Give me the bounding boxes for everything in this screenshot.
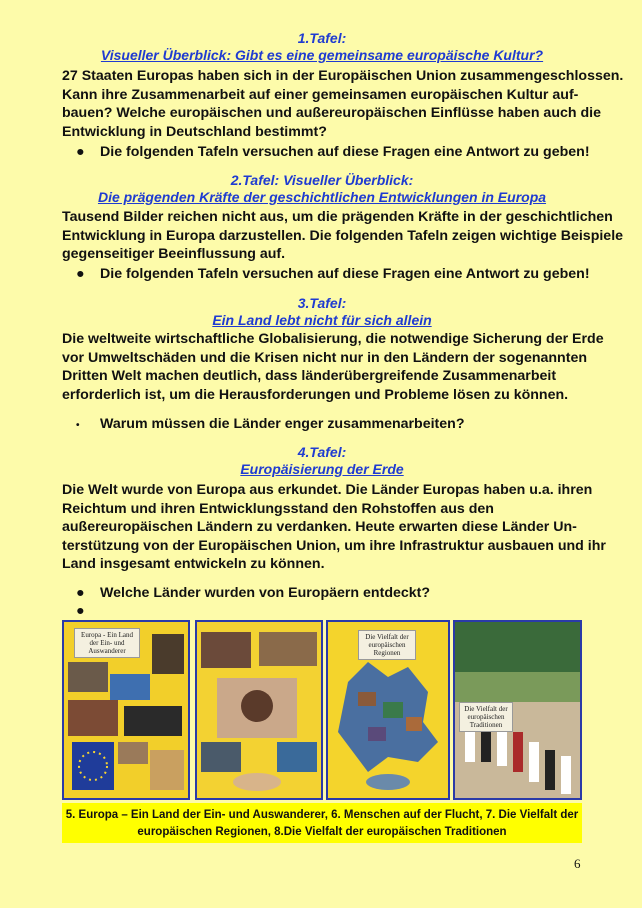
section-1-line: 27 Staaten Europas haben sich in der Europäischen Union zusammengeschlossen.: [62, 68, 624, 84]
collage-6-graphic: [197, 622, 321, 798]
small-bullet-dot-icon: •: [76, 420, 80, 431]
gallery-caption: [62, 803, 582, 843]
caption-line: 5. Europa – Ein Land der Ein- und Auswanderer, 6. Menschen auf der Flucht, 7. Die Vielfalt der: [65, 809, 579, 821]
section-4-bullet: [76, 584, 430, 602]
section-3-line: Dritten Welt machen deutlich, dass länderübergreifende Zusammenarbeit: [62, 368, 557, 385]
section-4-line: außereuropäischen Ländern zu verdanken. Heute erwarten diese Länder Un-: [62, 519, 577, 536]
section-2-bullet: [76, 265, 590, 283]
section-4-subtitle: Europäisierung der Erde: [240, 461, 404, 477]
section-2-line: gegenseitiger Beeinflussung auf.: [62, 246, 286, 263]
section-3-title: 3.Tafel:: [297, 295, 347, 311]
section-3-line: vor Umweltschäden und die Krisen nicht nur in den Ländern der sogenannten: [62, 349, 588, 366]
bullet-dot-icon: ●: [76, 266, 85, 282]
section-3-bullet-text: Warum müssen die Länder enger zusammenarbeiten?: [100, 416, 465, 432]
poster-7-image: [326, 620, 450, 800]
section-4-heading: [62, 444, 582, 478]
section-1-subtitle: Visueller Überblick: Gibt es eine gemeinsame europäische Kultur?: [100, 47, 544, 63]
section-2-bullet-text: Die folgenden Tafeln versuchen auf diese Fragen eine Antwort zu geben!: [100, 266, 590, 282]
section-3-bullet: [76, 415, 465, 435]
section-4-line: Die Welt wurde von Europa aus erkundet. Die Länder Europas haben u.a. ihren: [62, 482, 593, 498]
section-4-paragraph: [62, 481, 606, 574]
section-2-subtitle: Die prägenden Kräfte der geschichtlichen Entwicklungen in Europa: [97, 189, 547, 205]
section-3-subtitle: Ein Land lebt nicht für sich allein: [212, 312, 432, 328]
section-1-bullet: [76, 143, 590, 161]
section-1-title: 1.Tafel:: [297, 30, 347, 46]
bullet-dot-icon: ●: [76, 603, 85, 619]
section-1-bullet-text: Die folgenden Tafeln versuchen auf diese Fragen eine Antwort zu geben!: [100, 144, 590, 160]
section-1-paragraph: [62, 67, 624, 141]
section-3-line: erforderlich ist, um die Herausforderungen und Probleme lösen zu können.: [62, 386, 569, 403]
bullet-dot-icon: ●: [76, 144, 85, 160]
section-1-line: Entwicklung in Deutschland bestimmt?: [62, 123, 327, 140]
section-4-line: Land insgesamt entwickeln zu können.: [62, 556, 325, 573]
section-4-title: 4.Tafel:: [297, 444, 347, 460]
poster-8-image: [453, 620, 582, 800]
section-4-bullet-text: Welche Länder wurden von Europäern entdeckt?: [100, 585, 431, 601]
poster-7-label: Die Vielfalt der europäischen Regionen: [358, 630, 416, 660]
bullet-dot-icon: ●: [76, 585, 85, 601]
section-3-line: Die weltweite wirtschaftliche Globalisierung, die notwendige Sicherung der Erde: [62, 331, 604, 347]
section-2-paragraph: [62, 208, 624, 264]
section-1-line: bauen? Welche europäischen und außereuropäischen Einflüsse haben auch die: [62, 105, 601, 122]
section-2-heading: [62, 172, 582, 206]
section-4-line: Reichtum und ihren Entwicklungsstand den Rohstoffen aus den: [62, 500, 494, 517]
section-3-paragraph: [62, 330, 604, 404]
poster-gallery: [62, 620, 582, 800]
empty-bullet: [76, 602, 100, 620]
section-4-line: terstützung von der Europäischen Union, um ihre Infrastruktur ausbauen und ihr: [62, 537, 606, 554]
page-number: 6: [574, 856, 581, 871]
section-2-title: 2.Tafel: Visueller Überblick:: [230, 172, 414, 188]
poster-5-label: Europa - Ein Land der Ein- und Auswanderer: [74, 628, 140, 658]
poster-8-label: Die Vielfalt der europäischen Traditionen: [459, 702, 513, 732]
caption-line: europäischen Regionen, 8.Die Vielfalt der europäischen Traditionen: [137, 826, 507, 838]
poster-6-image: [195, 620, 323, 800]
section-3-heading: [62, 295, 582, 329]
section-2-line: Entwicklung in Europa darzustellen. Die folgenden Tafeln zeigen wichtige Beispiele: [62, 227, 624, 244]
section-1-heading: [62, 30, 582, 64]
poster-5-image: [62, 620, 190, 800]
section-2-line: Tausend Bilder reichen nicht aus, um die prägenden Kräfte in der geschichtlichen: [62, 209, 613, 225]
section-1-line: Kann ihre Zusammenarbeit auf einer gemeinsamen europäischen Kultur auf-: [62, 86, 579, 103]
